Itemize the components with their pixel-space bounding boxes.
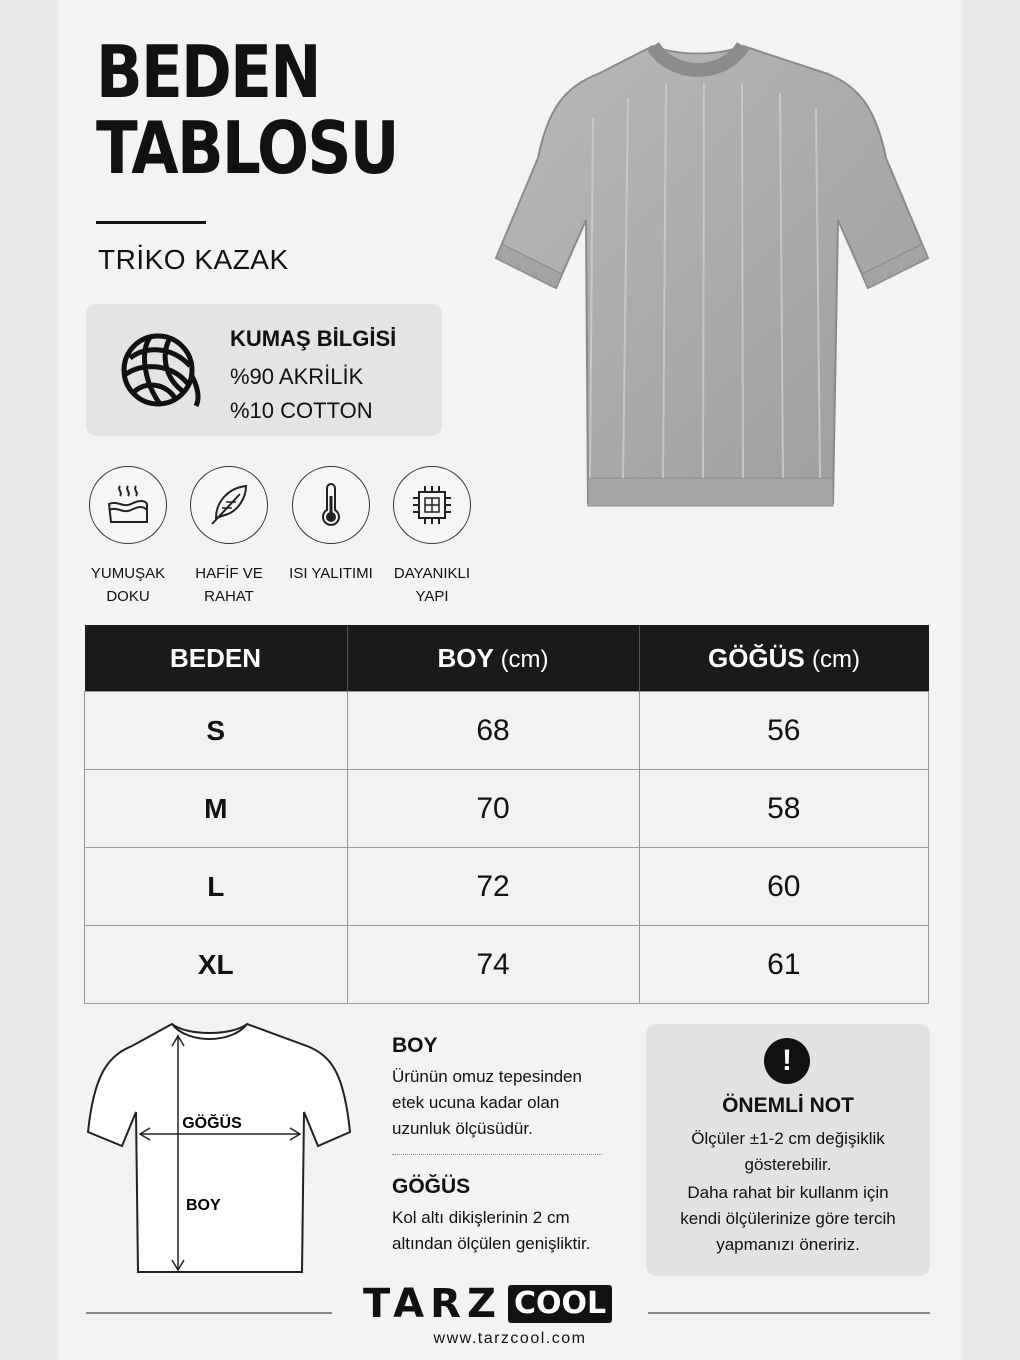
fabric-heading: KUMAŞ BİLGİSİ <box>230 326 397 351</box>
size-cell: L <box>85 848 348 926</box>
note-line: yapmanızı öneririz. <box>716 1235 860 1254</box>
length-explanation <box>392 1034 582 1142</box>
product-sweater-image <box>428 38 958 588</box>
brand-logo <box>363 1282 612 1326</box>
note-line: gösterebilir. <box>744 1155 832 1174</box>
note-line: kendi ölçülerinize göre tercih <box>680 1209 896 1228</box>
feature-insulation-circle <box>292 466 370 544</box>
length-cell: 70 <box>347 770 639 848</box>
length-explanation-text <box>392 1064 582 1142</box>
chest-cell: 60 <box>639 848 929 926</box>
length-explanation-line: uzunluk ölçüsüdür. <box>392 1119 533 1138</box>
header-chest-label: GÖĞÜS <box>707 642 805 673</box>
footer-rule-left <box>86 1312 332 1314</box>
diagram-length-label: BOY <box>186 1197 221 1214</box>
size-cell: S <box>85 692 348 770</box>
header-chest <box>639 625 929 692</box>
length-explanation-line: Ürünün omuz tepesinden <box>392 1067 582 1086</box>
fabric-composition-2: %10 COTTON <box>230 398 373 423</box>
feature-soft-label-1: YUMUŞAK <box>90 565 166 582</box>
brand-name-part2: COOL <box>508 1285 612 1323</box>
table-header-row <box>85 625 929 692</box>
feature-light-label-2: RAHAT <box>204 588 254 605</box>
chest-explanation-text <box>392 1205 590 1257</box>
note-line: Daha rahat bir kullanm için <box>687 1183 889 1202</box>
measurement-diagram <box>82 1014 362 1284</box>
page-title <box>96 30 398 190</box>
fabric-info-card <box>86 304 442 436</box>
length-explanation-line: etek ucuna kadar olan <box>392 1093 560 1112</box>
soft-texture-icon <box>103 480 153 530</box>
diagram-chest-label: GÖĞÜS <box>182 1115 242 1132</box>
yarn-ball-icon <box>110 322 206 418</box>
header-length-label: BOY <box>437 642 494 673</box>
length-explanation-heading: BOY <box>392 1034 438 1057</box>
fabric-composition-1: %90 AKRİLİK <box>230 364 364 389</box>
length-cell: 72 <box>347 848 639 926</box>
feature-light <box>183 466 275 608</box>
product-subtitle: TRİKO KAZAK <box>98 244 289 275</box>
title-line-2: TABLOSU <box>96 106 398 190</box>
thermometer-icon <box>306 480 356 530</box>
feature-soft <box>82 466 174 608</box>
brand-name-part1: TARZ <box>363 1281 502 1327</box>
footer-rule-right <box>648 1312 930 1314</box>
table-row <box>85 848 929 926</box>
chest-explanation-heading: GÖĞÜS <box>392 1175 471 1198</box>
brand-url[interactable]: www.tarzcool.com <box>433 1330 587 1347</box>
chest-explanation <box>392 1175 590 1257</box>
feature-soft-label-2: DOKU <box>106 588 150 605</box>
feature-light-label <box>183 562 275 608</box>
chest-explanation-line: Kol altı dikişlerinin 2 cm <box>392 1208 570 1227</box>
important-note-card <box>646 1024 930 1276</box>
feature-light-circle <box>190 466 268 544</box>
table-row <box>85 926 929 1004</box>
header-size-label: BEDEN <box>169 642 261 673</box>
exclamation-icon: ! <box>764 1038 810 1084</box>
length-cell: 74 <box>347 926 639 1004</box>
table-row <box>85 770 929 848</box>
feature-durable-label-2: YAPI <box>415 588 449 605</box>
note-heading: ÖNEMLİ NOT <box>722 1094 854 1117</box>
feather-icon <box>204 480 254 530</box>
size-cell: XL <box>85 926 348 1004</box>
table-row <box>85 692 929 770</box>
feature-soft-circle <box>89 466 167 544</box>
size-chart-page <box>58 0 962 1360</box>
feature-durable-label-1: DAYANIKLI <box>393 565 471 582</box>
chest-explanation-line: altından ölçülen genişliktir. <box>392 1234 591 1253</box>
chest-cell: 56 <box>639 692 929 770</box>
length-cell: 68 <box>347 692 639 770</box>
chest-cell: 61 <box>639 926 929 1004</box>
feature-insulation-label <box>285 562 377 585</box>
header-chest-unit: (cm) <box>812 645 860 673</box>
size-cell: M <box>85 770 348 848</box>
chest-cell: 58 <box>639 770 929 848</box>
divider <box>392 1154 602 1155</box>
size-table <box>84 625 929 1004</box>
header-length-unit: (cm) <box>500 645 549 673</box>
title-line-1: BEDEN <box>96 30 320 114</box>
feature-soft-label <box>82 562 174 608</box>
feature-insulation-label-1: ISI YALITIMI <box>289 565 373 582</box>
feature-insulation <box>285 466 377 585</box>
title-underline <box>96 221 206 224</box>
feature-light-label-1: HAFİF VE <box>195 565 263 582</box>
note-line: Ölçüler ±1-2 cm değişiklik <box>691 1129 885 1148</box>
header-length <box>347 625 639 692</box>
header-size <box>85 625 348 692</box>
